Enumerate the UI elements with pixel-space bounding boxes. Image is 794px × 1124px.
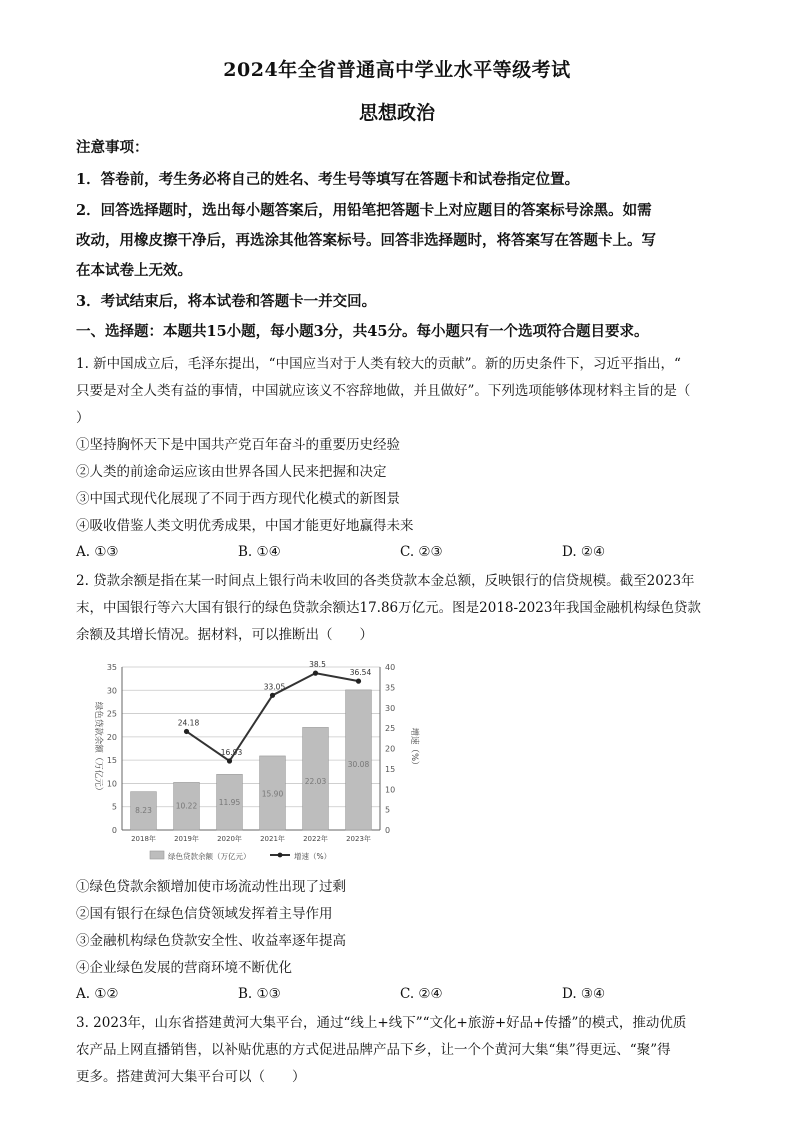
q2-stem-line1: 2. 贷款余额是指在某一时间点上银行尚未收回的各类贷款本金总额，反映银行的信贷规模。截至2023年 <box>76 573 695 589</box>
y-right-tick-label: 35 <box>385 683 396 693</box>
x-tick-label: 2020年 <box>217 835 242 843</box>
y-right-tick-label: 5 <box>385 805 391 815</box>
q1-statement-4: ④吸收借鉴人类文明优秀成果，中国才能更好地赢得未来 <box>76 518 414 534</box>
x-tick-label: 2022年 <box>303 835 328 843</box>
q2-option-b[interactable]: B. ①③ <box>238 986 281 1002</box>
y-right-tick-label: 15 <box>385 764 396 774</box>
q1-option-b[interactable]: B. ①④ <box>238 544 281 560</box>
bar-value-label: 10.22 <box>175 801 198 811</box>
q2-statement-3: ③金融机构绿色贷款安全性、收益率逐年提高 <box>76 933 346 949</box>
legend-bar-label: 绿色贷款余额（万亿元） <box>168 852 251 861</box>
y-left-tick-label: 10 <box>106 779 117 789</box>
growth-value-label: 33.05 <box>263 682 286 692</box>
green-loan-chart <box>80 655 419 867</box>
y-left-tick-label: 25 <box>106 709 117 719</box>
y-left-tick-label: 30 <box>106 686 117 696</box>
q1-statement-3: ③中国式现代化展现了不同于西方现代化模式的新图景 <box>76 491 400 507</box>
y-right-tick-label: 0 <box>385 826 391 835</box>
q1-option-c[interactable]: C. ②③ <box>400 544 443 560</box>
notice-item-1: 1．答卷前，考生务必将自己的姓名、考生号等填写在答题卡和试卷指定位置。 <box>76 171 580 188</box>
y-left-axis-title: 绿色贷款余额（万亿元） <box>93 701 103 796</box>
q3-stem-line1: 3. 2023年，山东省搭建黄河大集平台，通过“线上+线下”“文化+旅游+好品+传播”的模式，推动优质 <box>76 1015 687 1031</box>
q2-statement-2: ②国有银行在绿色信贷领域发挥着主导作用 <box>76 906 333 922</box>
growth-point <box>313 671 318 676</box>
q1-stem-line2: 只要是对全人类有益的事情，中国就应该义不容辞地做，并且做好”。下列选项能够体现材料主旨的是（ <box>76 383 691 399</box>
growth-point <box>227 758 232 763</box>
x-tick-label: 2018年 <box>131 835 156 843</box>
q2-statement-4: ④企业绿色发展的营商环境不断优化 <box>76 960 292 976</box>
x-tick-label: 2021年 <box>260 835 285 843</box>
y-right-tick-label: 10 <box>385 785 396 795</box>
bar-value-label: 30.08 <box>347 759 370 769</box>
x-tick-label: 2023年 <box>346 835 371 843</box>
x-tick-label: 2019年 <box>174 835 199 843</box>
notice-item-2-line2: 改动，用橡皮擦干净后，再选涂其他答案标号。回答非选择题时，将答案写在答题卡上。写 <box>76 232 656 249</box>
q1-option-d[interactable]: D. ②④ <box>562 544 606 560</box>
y-right-tick-label: 20 <box>385 744 396 754</box>
growth-value-label: 38.5 <box>309 660 326 670</box>
subject-title: 思想政治 <box>358 102 435 124</box>
bar-value-label: 15.90 <box>261 789 284 799</box>
y-right-tick-label: 40 <box>385 663 396 672</box>
growth-point <box>270 693 275 698</box>
q3-stem-line3: 更多。搭建黄河大集平台可以（ ） <box>76 1069 306 1085</box>
y-left-tick-label: 5 <box>111 802 117 812</box>
y-right-tick-label: 30 <box>385 703 396 713</box>
exam-title: 2024年全省普通高中学业水平等级考试 <box>223 59 571 81</box>
chart-svg <box>80 655 419 867</box>
q1-stem-line1: 1. 新中国成立后，毛泽东提出，“中国应当对于人类有较大的贡献”。新的历史条件下，习近平指出，“ <box>76 356 681 372</box>
growth-value-label: 16.93 <box>220 748 243 758</box>
y-left-tick-label: 15 <box>106 756 117 766</box>
growth-value-label: 36.54 <box>349 668 372 678</box>
y-right-tick-label: 25 <box>385 724 396 734</box>
legend-bar-swatch <box>150 851 164 859</box>
section-heading: 一、选择题：本题共15小题，每小题3分，共45分。每小题只有一个选项符合题目要求。 <box>76 323 649 340</box>
legend-line-label: 增速（%） <box>294 852 332 861</box>
q2-option-c[interactable]: C. ②④ <box>400 986 443 1002</box>
growth-value-label: 24.18 <box>177 718 200 728</box>
y-right-axis-title: 增速（%） <box>409 727 419 770</box>
q2-stem-line2: 末，中国银行等六大国有银行的绿色贷款余额达17.86万亿元。图是2018-2023年我国金融机构绿色贷款 <box>76 600 701 616</box>
q1-statement-2: ②人类的前途命运应该由世界各国人民来把握和决定 <box>76 464 387 480</box>
y-left-tick-label: 20 <box>106 732 117 742</box>
bar-value-label: 22.03 <box>304 776 327 786</box>
notice-heading: 注意事项： <box>76 139 149 156</box>
notice-item-2-line1: 2．回答选择题时，选出每小题答案后，用铅笔把答题卡上对应题目的答案标号涂黑。如需 <box>76 202 652 219</box>
q2-option-a[interactable]: A. ①② <box>76 986 119 1002</box>
q2-statement-1: ①绿色贷款余额增加使市场流动性出现了过剩 <box>76 879 346 895</box>
bar-value-label: 11.95 <box>218 797 241 807</box>
q2-stem-line3: 余额及其增长情况。据材料，可以推断出（ ） <box>76 627 373 643</box>
q1-stem-line3: ） <box>76 410 90 426</box>
q2-option-d[interactable]: D. ③④ <box>562 986 606 1002</box>
bar-value-label: 8.23 <box>135 805 152 815</box>
q1-statement-1: ①坚持胸怀天下是中国共产党百年奋斗的重要历史经验 <box>76 437 400 453</box>
notice-item-3: 3．考试结束后，将本试卷和答题卡一并交回。 <box>76 293 377 310</box>
y-left-tick-label: 0 <box>111 826 117 835</box>
growth-point <box>356 678 361 683</box>
growth-point <box>184 729 189 734</box>
legend-line-marker <box>278 853 283 858</box>
notice-item-2-line3: 在本试卷上无效。 <box>76 262 192 279</box>
q3-stem-line2: 农产品上网直播销售，以补贴优惠的方式促进品牌产品下乡，让一个个黄河大集“集”得更远、“聚”得 <box>76 1042 671 1058</box>
q1-option-a[interactable]: A. ①③ <box>76 544 119 560</box>
y-left-tick-label: 35 <box>106 663 117 672</box>
